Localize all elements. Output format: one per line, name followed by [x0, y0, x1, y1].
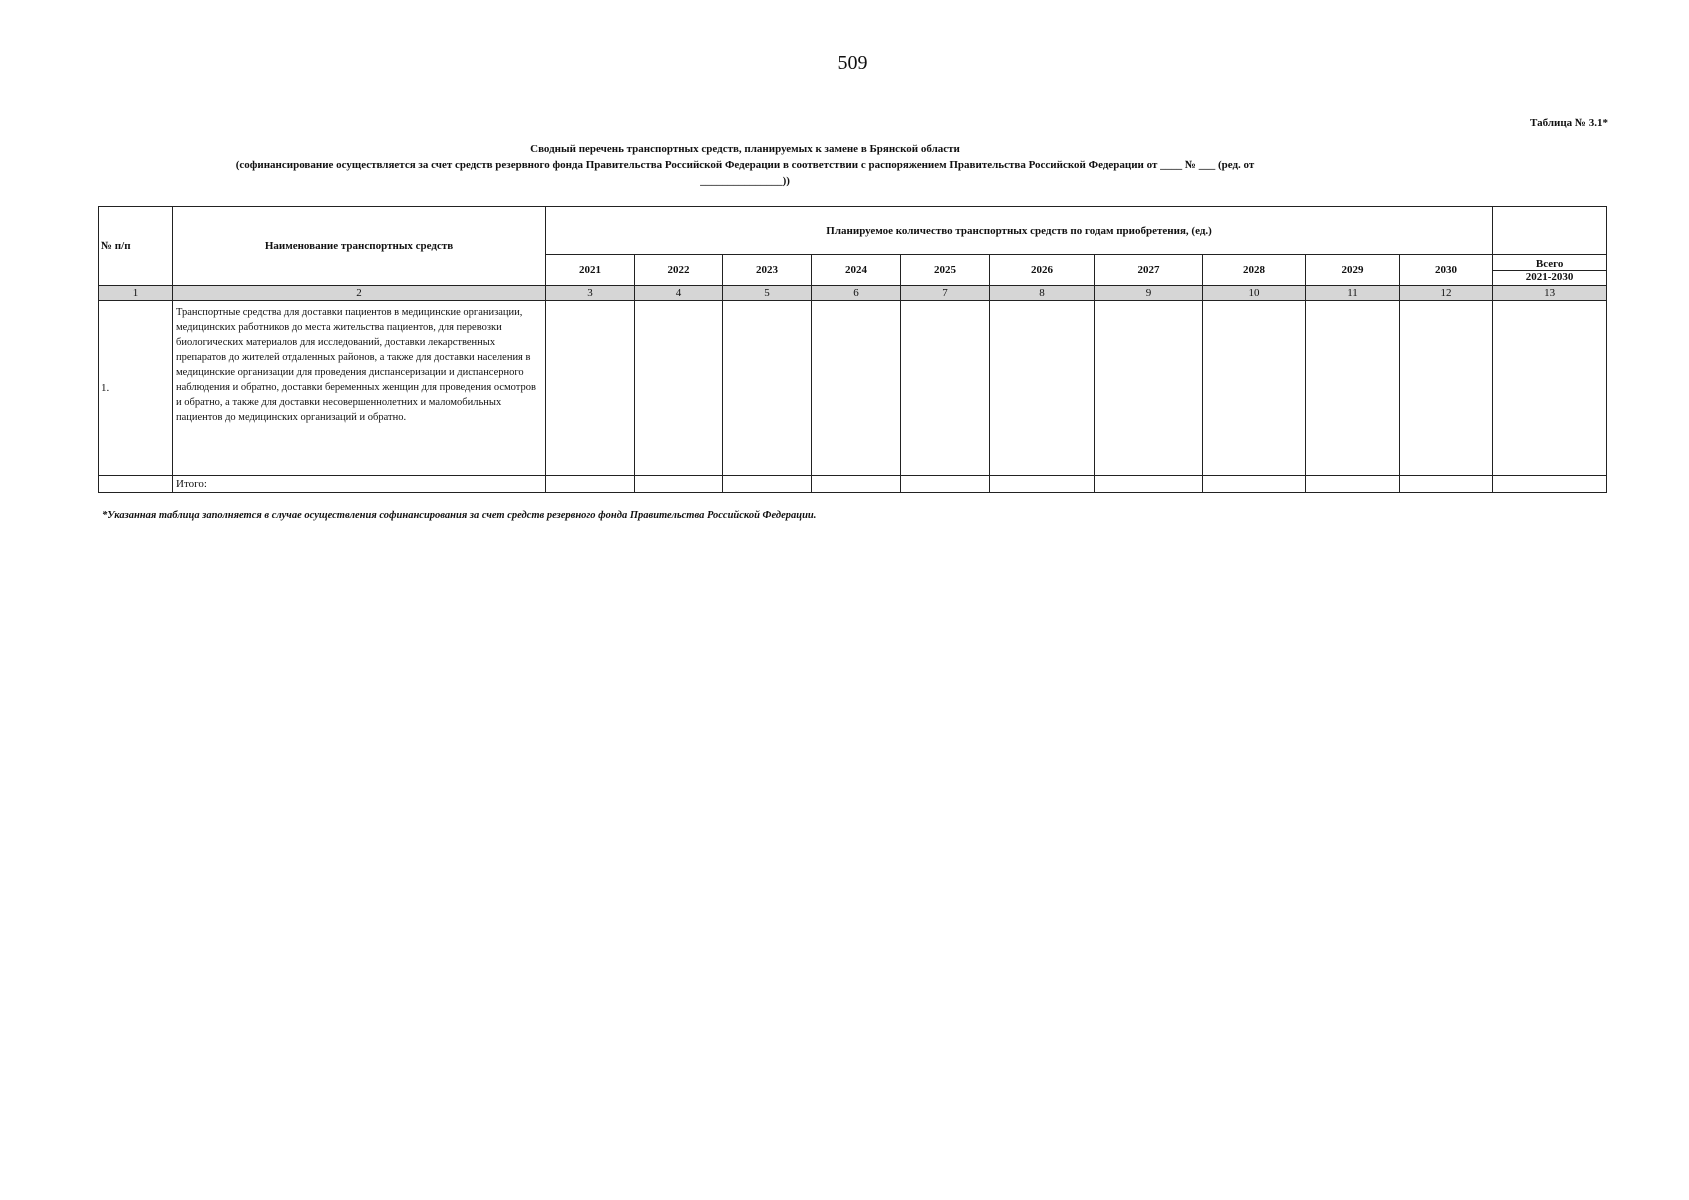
- column-number: 13: [1493, 286, 1607, 301]
- empty-cell: [1306, 301, 1400, 476]
- empty-cell: [1203, 476, 1306, 493]
- header-total-label: Всего: [1493, 258, 1606, 271]
- empty-cell: [1306, 476, 1400, 493]
- column-number: 9: [1095, 286, 1203, 301]
- title-line-2: (софинансирование осуществляется за счет средств резервного фонда Правительства Российской Федерации в соответствии с распоряжением Правительства Российской Федерации от ____ № ___ (ред. от: [235, 159, 1255, 171]
- empty-cell: [1493, 301, 1607, 476]
- column-number: 10: [1203, 286, 1306, 301]
- column-number-row: [99, 286, 1607, 301]
- title-line-3: _______________)): [700, 175, 790, 187]
- table-label: Таблица № 3.1*: [1530, 117, 1608, 129]
- header-vehicle-name: Наименование транспортных средств: [173, 207, 546, 286]
- column-number: 5: [723, 286, 812, 301]
- empty-cell: [99, 476, 173, 493]
- empty-cell: [1095, 476, 1203, 493]
- table-title: [140, 141, 1350, 189]
- empty-cell: [990, 301, 1095, 476]
- column-number: 11: [1306, 286, 1400, 301]
- footnote: *Указанная таблица заполняется в случае осуществления софинансирования за счет средств резервного фонда Правительства Российской Федерации.: [102, 510, 817, 521]
- empty-cell: [1493, 476, 1607, 493]
- empty-cell: [990, 476, 1095, 493]
- vehicle-replacement-table: [98, 206, 1607, 493]
- table-row: [99, 301, 1607, 476]
- empty-cell: [1095, 301, 1203, 476]
- header-total: [1493, 255, 1607, 286]
- empty-cell: [1400, 476, 1493, 493]
- header-row-number: № п/п: [99, 207, 173, 286]
- empty-cell: [901, 301, 990, 476]
- empty-cell: [723, 301, 812, 476]
- title-line-1: Сводный перечень транспортных средств, планируемых к замене в Брянской области: [530, 143, 960, 155]
- header-year: 2030: [1400, 255, 1493, 286]
- header-year: 2025: [901, 255, 990, 286]
- vehicle-description: Транспортные средства для доставки пациентов в медицинские организации, медицинских работников до места жительства пациентов, для перевозки биологических материалов для исследований, доставки лекарственных препаратов до жителей отдаленных районов, а также для доставки населения в медицинские организации для проведения диспансеризации и диспансерного наблюдения и обратно, доставки беременных женщин для проведения осмотров и обратно, а также для доставки несовершеннолетних и маломобильных пациентов до медицинских организаций и обратно.: [173, 301, 546, 476]
- column-number: 3: [546, 286, 635, 301]
- empty-cell: [1203, 301, 1306, 476]
- header-year: 2029: [1306, 255, 1400, 286]
- column-number: 8: [990, 286, 1095, 301]
- column-number: 2: [173, 286, 546, 301]
- header-year: 2026: [990, 255, 1095, 286]
- row-number: 1.: [99, 301, 173, 476]
- header-planned-quantity: Планируемое количество транспортных средств по годам приобретения, (ед.): [546, 207, 1493, 255]
- header-year: 2023: [723, 255, 812, 286]
- empty-cell: [812, 476, 901, 493]
- total-row-label: Итого:: [173, 476, 546, 493]
- empty-cell: [635, 476, 723, 493]
- empty-cell: [1400, 301, 1493, 476]
- column-number: 4: [635, 286, 723, 301]
- column-number: 1: [99, 286, 173, 301]
- page-number: 509: [837, 52, 868, 74]
- header-year: 2021: [546, 255, 635, 286]
- header-total-blank: [1493, 207, 1607, 255]
- empty-cell: [635, 301, 723, 476]
- empty-cell: [546, 476, 635, 493]
- column-number: 12: [1400, 286, 1493, 301]
- empty-cell: [723, 476, 812, 493]
- header-year: 2028: [1203, 255, 1306, 286]
- empty-cell: [546, 301, 635, 476]
- empty-cell: [901, 476, 990, 493]
- column-number: 7: [901, 286, 990, 301]
- header-year: 2027: [1095, 255, 1203, 286]
- empty-cell: [812, 301, 901, 476]
- column-number: 6: [812, 286, 901, 301]
- header-total-range: 2021-2030: [1525, 270, 1574, 283]
- header-year: 2022: [635, 255, 723, 286]
- header-year: 2024: [812, 255, 901, 286]
- total-row: [99, 476, 1607, 493]
